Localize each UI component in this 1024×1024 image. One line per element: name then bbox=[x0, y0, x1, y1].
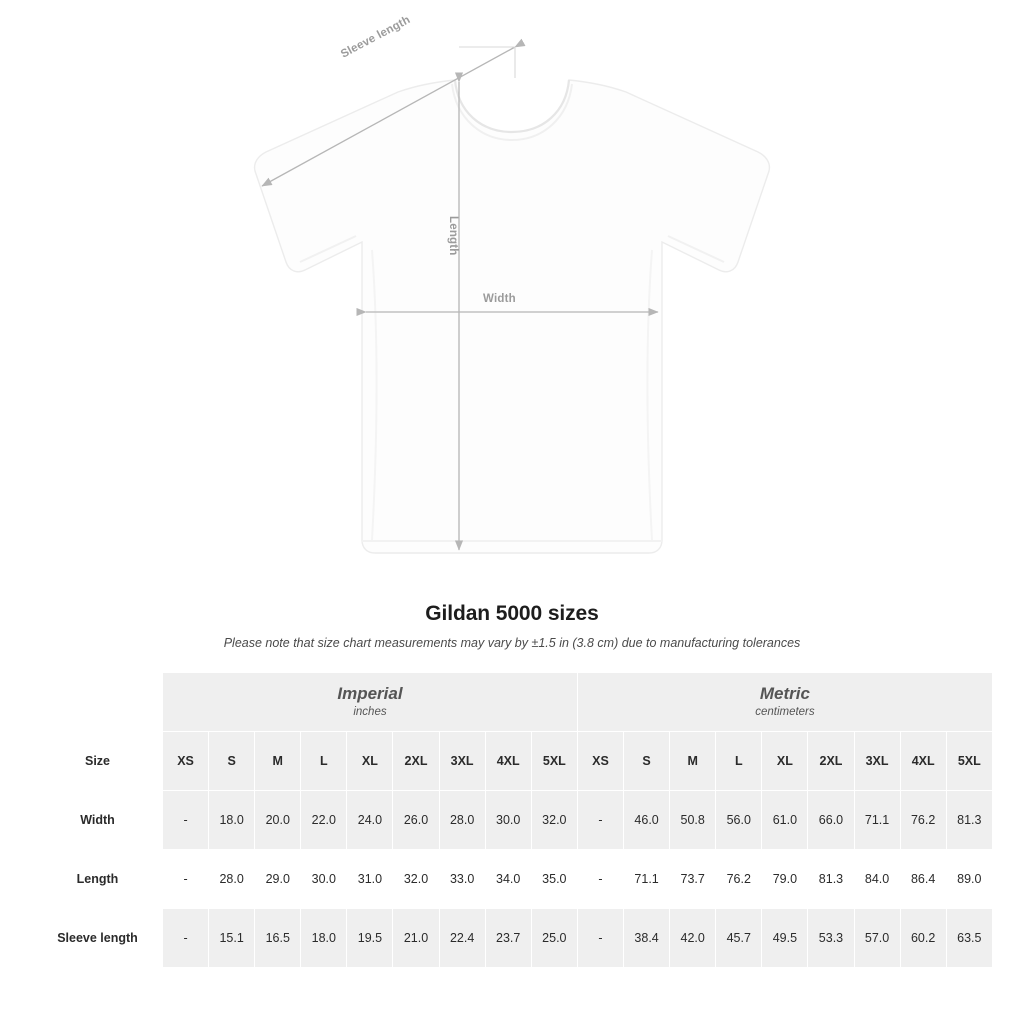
cell-width-met-0: - bbox=[577, 791, 623, 850]
cell-sleeve-imp-3: 18.0 bbox=[301, 909, 347, 968]
row-label-sleeve-length: Sleeve length bbox=[33, 909, 163, 968]
cell-length-met-3: 76.2 bbox=[716, 850, 762, 909]
cell-sleeve-imp-6: 22.4 bbox=[439, 909, 485, 968]
cell-length-met-0: - bbox=[577, 850, 623, 909]
size-header-met-7: 4XL bbox=[900, 732, 946, 791]
size-header-met-2: M bbox=[670, 732, 716, 791]
unit-name-metric: Metric bbox=[759, 683, 810, 703]
cell-sleeve-met-1: 38.4 bbox=[624, 909, 670, 968]
cell-width-imp-3: 22.0 bbox=[301, 791, 347, 850]
size-header-imp-5: 2XL bbox=[393, 732, 439, 791]
cell-length-imp-3: 30.0 bbox=[301, 850, 347, 909]
table-row bbox=[33, 909, 993, 968]
width-label: Width bbox=[483, 293, 516, 305]
cell-sleeve-imp-1: 15.1 bbox=[209, 909, 255, 968]
size-header-imp-4: XL bbox=[347, 732, 393, 791]
cell-length-imp-0: - bbox=[163, 850, 209, 909]
cell-length-met-1: 71.1 bbox=[624, 850, 670, 909]
unit-header-imperial bbox=[163, 673, 578, 732]
size-header-met-4: XL bbox=[762, 732, 808, 791]
size-chart-table bbox=[32, 672, 993, 968]
size-header-met-6: 3XL bbox=[854, 732, 900, 791]
cell-sleeve-met-2: 42.0 bbox=[670, 909, 716, 968]
cell-length-met-2: 73.7 bbox=[670, 850, 716, 909]
unit-name-imperial: Imperial bbox=[337, 683, 403, 703]
unit-sub-imperial: inches bbox=[353, 706, 387, 718]
size-header-label: Size bbox=[33, 732, 163, 791]
cell-sleeve-imp-2: 16.5 bbox=[255, 909, 301, 968]
cell-length-imp-8: 35.0 bbox=[531, 850, 577, 909]
size-header-met-8: 5XL bbox=[946, 732, 992, 791]
cell-sleeve-met-3: 45.7 bbox=[716, 909, 762, 968]
cell-sleeve-met-6: 57.0 bbox=[854, 909, 900, 968]
title-block bbox=[0, 602, 1024, 650]
cell-width-imp-0: - bbox=[163, 791, 209, 850]
cell-width-met-5: 66.0 bbox=[808, 791, 854, 850]
unit-sub-metric: centimeters bbox=[755, 706, 815, 718]
size-header-row bbox=[33, 732, 993, 791]
size-header-imp-0: XS bbox=[163, 732, 209, 791]
length-label: Length bbox=[447, 216, 459, 256]
tolerance-note: Please note that size chart measurements may vary by ±1.5 in (3.8 cm) due to manufacturing tolerances bbox=[223, 636, 801, 650]
size-header-imp-7: 4XL bbox=[485, 732, 531, 791]
sleeve-length-label: Sleeve length bbox=[339, 13, 413, 61]
cell-length-imp-1: 28.0 bbox=[209, 850, 255, 909]
cell-sleeve-imp-7: 23.7 bbox=[485, 909, 531, 968]
row-label-length: Length bbox=[33, 850, 163, 909]
cell-sleeve-imp-5: 21.0 bbox=[393, 909, 439, 968]
unit-header-row bbox=[33, 673, 993, 732]
size-table-wrapper bbox=[32, 672, 992, 968]
unit-header-corner bbox=[33, 673, 163, 732]
cell-sleeve-imp-0: - bbox=[163, 909, 209, 968]
cell-width-imp-4: 24.0 bbox=[347, 791, 393, 850]
cell-length-met-8: 89.0 bbox=[946, 850, 992, 909]
size-header-imp-2: M bbox=[255, 732, 301, 791]
cell-length-met-4: 79.0 bbox=[762, 850, 808, 909]
cell-width-imp-1: 18.0 bbox=[209, 791, 255, 850]
size-header-imp-8: 5XL bbox=[531, 732, 577, 791]
cell-width-imp-2: 20.0 bbox=[255, 791, 301, 850]
cell-width-met-3: 56.0 bbox=[716, 791, 762, 850]
size-header-imp-6: 3XL bbox=[439, 732, 485, 791]
cell-width-imp-5: 26.0 bbox=[393, 791, 439, 850]
page-title: Gildan 5000 sizes bbox=[425, 602, 599, 625]
cell-sleeve-met-7: 60.2 bbox=[900, 909, 946, 968]
cell-length-imp-5: 32.0 bbox=[393, 850, 439, 909]
size-header-met-0: XS bbox=[577, 732, 623, 791]
cell-width-met-4: 61.0 bbox=[762, 791, 808, 850]
size-header-met-1: S bbox=[624, 732, 670, 791]
cell-sleeve-met-5: 53.3 bbox=[808, 909, 854, 968]
table-row bbox=[33, 850, 993, 909]
unit-header-metric bbox=[577, 673, 992, 732]
cell-width-imp-6: 28.0 bbox=[439, 791, 485, 850]
cell-length-imp-2: 29.0 bbox=[255, 850, 301, 909]
cell-length-met-7: 86.4 bbox=[900, 850, 946, 909]
cell-sleeve-met-0: - bbox=[577, 909, 623, 968]
cell-width-met-1: 46.0 bbox=[624, 791, 670, 850]
tshirt-shape bbox=[255, 80, 770, 553]
cell-length-imp-6: 33.0 bbox=[439, 850, 485, 909]
cell-sleeve-imp-4: 19.5 bbox=[347, 909, 393, 968]
cell-sleeve-met-4: 49.5 bbox=[762, 909, 808, 968]
cell-width-met-7: 76.2 bbox=[900, 791, 946, 850]
cell-sleeve-imp-8: 25.0 bbox=[531, 909, 577, 968]
row-label-width: Width bbox=[33, 791, 163, 850]
size-header-imp-3: L bbox=[301, 732, 347, 791]
cell-width-imp-8: 32.0 bbox=[531, 791, 577, 850]
size-header-met-5: 2XL bbox=[808, 732, 854, 791]
table-row bbox=[33, 791, 993, 850]
cell-width-met-8: 81.3 bbox=[946, 791, 992, 850]
size-header-met-3: L bbox=[716, 732, 762, 791]
cell-sleeve-met-8: 63.5 bbox=[946, 909, 992, 968]
cell-width-imp-7: 30.0 bbox=[485, 791, 531, 850]
cell-length-imp-4: 31.0 bbox=[347, 850, 393, 909]
cell-length-met-5: 81.3 bbox=[808, 850, 854, 909]
cell-width-met-6: 71.1 bbox=[854, 791, 900, 850]
cell-width-met-2: 50.8 bbox=[670, 791, 716, 850]
cell-length-met-6: 84.0 bbox=[854, 850, 900, 909]
cell-length-imp-7: 34.0 bbox=[485, 850, 531, 909]
size-header-imp-1: S bbox=[209, 732, 255, 791]
